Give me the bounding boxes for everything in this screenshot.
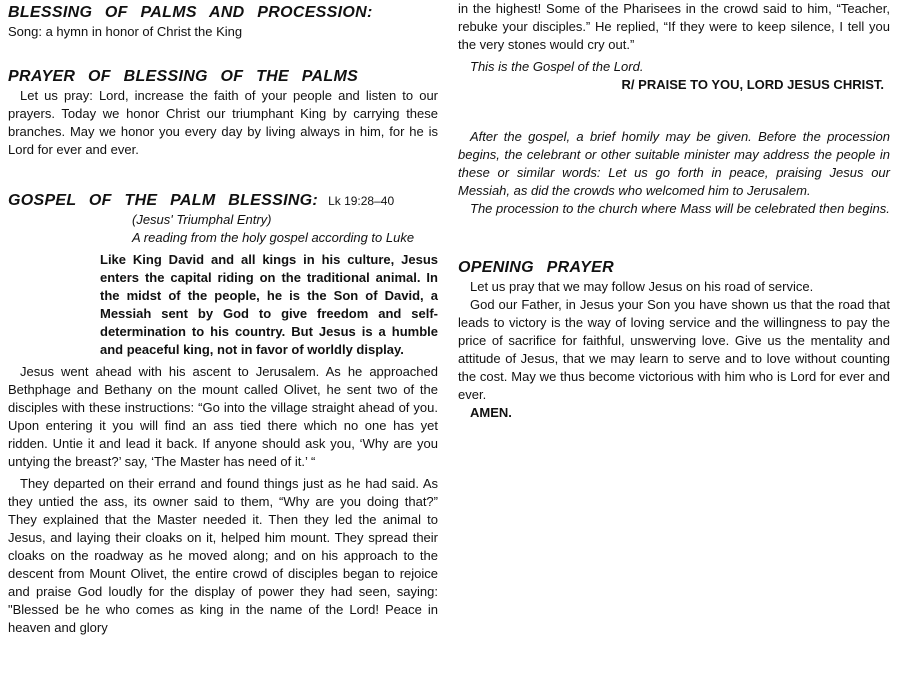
gospel-continuation: in the highest! Some of the Pharisees in the crowd said to him, “Teacher, rebuke your disciples.” He replied, “If they were to keep silence, I tell you the very stones would cry out.”: [458, 1, 890, 52]
gospel-end: This is the Gospel of the Lord.: [470, 59, 644, 74]
prayer-text: Let us pray: Lord, increase the faith of your people and listen to our prayers. Today we honor Christ our triumphant King by carrying these branches. May we honor you every day by living always in him, for he is Lord for ever and ever.: [8, 88, 438, 157]
gospel-reading-line: A reading from the holy gospel according to Luke: [132, 230, 415, 245]
blessing-heading: BLESSING OF PALMS AND PROCESSION:: [8, 4, 373, 21]
right-column: [458, 0, 890, 422]
opening-prayer-text: God our Father, in Jesus your Son you have shown us that the road that leads to victory is the way of loving service and the willingness to pay the price of sacrifice for faithful, unswerving love. Give us the mentality and attitude of Jesus, that we may learn to serve and to love without counting the cost. May we thus become victorious with him who is Lord for ever and ever.: [458, 297, 890, 402]
amen-line: AMEN.: [470, 405, 512, 420]
gospel-intro: Like King David and all kings in his culture, Jesus enters the capital riding on the traditional animal. In the midst of the people, he is the Son of David, a Messiah sent by God to give freedom and self-determination to his country. But Jesus is a humble and peaceful king, not in favor of worldly display.: [100, 252, 438, 357]
procession-text: The procession to the church where Mass will be celebrated then begins.: [470, 201, 890, 216]
opening-intro: Let us pray that we may follow Jesus on his road of service.: [470, 279, 814, 294]
gospel-subtitle: (Jesus' Triumphal Entry): [132, 212, 272, 227]
left-column: [8, 0, 438, 637]
response-line: R/ PRAISE TO YOU, LORD JESUS CHRIST.: [621, 77, 884, 92]
gospel-paragraph-1: Jesus went ahead with his ascent to Jerusalem. As he approached Bethphage and Bethany on the mount called Olivet, he sent two of the disciples with these instructions: “Go into the village straight ahead of you. Upon entering it you will find an ass tied there which no one has yet ridden. Untie it and lead it back. If anyone should ask you, ‘Why are you untying the breast?’ say, ‘The Master has need of it.’ “: [8, 364, 438, 469]
gospel-reference: Lk 19:28–40: [328, 194, 395, 208]
gospel-heading: [8, 191, 438, 211]
prayer-heading: PRAYER OF BLESSING OF THE PALMS: [8, 68, 359, 85]
gospel-heading-text: GOSPEL OF THE PALM BLESSING:: [8, 192, 319, 209]
song-line: Song: a hymn in honor of Christ the King: [8, 24, 243, 39]
homily-text: After the gospel, a brief homily may be given. Before the procession begins, the celebrant or other suitable minister may address the people in these or similar words: Let us go forth in peace, praising Jesus our Messiah, as did the crowds who welcomed him to Jerusalem.: [458, 129, 890, 198]
gospel-paragraph-2: They departed on their errand and found things just as he had said. As they untied the ass, its owner said to them, “Why are you doing that?” They explained that the Master needed it. Then they led the animal to Jesus, and laying their cloaks on it, helped him mount. They spread their cloaks on the roadway as he moved along; and on his approach to the descent from Mount Olivet, the entire crowd of disciples began to rejoice and praise God loudly for the display of power they had seen, saying: "Blessed be he who comes as king in the name of the Lord! Peace in heaven and glory: [8, 476, 438, 635]
opening-prayer-heading: OPENING PRAYER: [458, 259, 614, 276]
